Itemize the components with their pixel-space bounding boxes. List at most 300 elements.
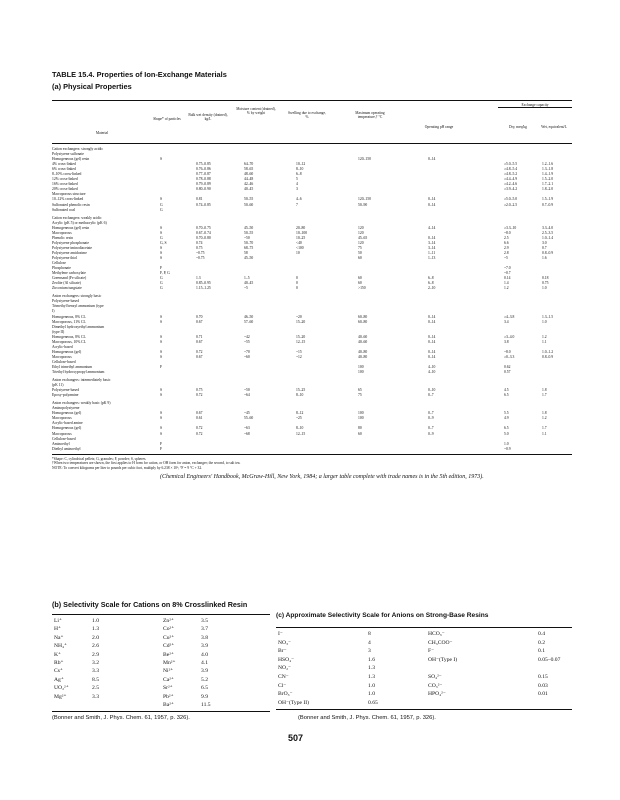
table-cell: Phosphonate [52,266,71,271]
cation-row [161,617,270,625]
table-cell: 1.7 [542,426,547,431]
table-cell: ~8.0 [504,349,511,354]
cation-row [52,693,161,701]
table-cell: 1–11 [428,250,436,255]
selectivity-value: 1.0 [368,691,375,698]
table-cell: 50–90 [358,202,368,207]
table-cell: S [160,431,163,436]
table-cell: ~5 [244,286,248,291]
table-cell: S [160,349,163,354]
ion-label: Ni²⁺ [163,668,174,675]
table-cell: 4–14 [428,225,436,230]
cation-row [52,617,161,625]
table-cell: ≥4.8–5.4 [504,167,518,172]
table-cell: 0–9 [428,416,434,421]
anion-row [276,656,572,665]
table-row [52,370,572,375]
table-cell: 0–14 [428,314,436,319]
ion-label: Mn²⁺ [163,659,176,666]
table-cell: Macroporous [52,431,72,436]
source-citation-b: (Bonner and Smith, J. Phys. Chem. 61, 1957, p. 326). [52,715,190,721]
table-cell: 10–12 [296,162,306,167]
table-cell: 57–60 [244,319,254,324]
table-cell: 0.78–0.88 [196,177,211,182]
table-cell: G [160,276,163,281]
cation-row [161,701,270,709]
table-cell: ≥3.3–10 [504,225,517,230]
table-cell: S [160,339,163,344]
table-cell: 0–14 [428,157,436,162]
table-cell: 120 [358,230,364,235]
table-cell: 0–7 [428,411,434,416]
table-cell: 0.61 [196,416,203,421]
table-cell: ~45 [244,411,250,416]
table-cell: ≥3–4.0 [504,334,515,339]
table-cell: 1.3 [196,276,201,281]
table-cell: 100 [358,416,364,421]
selectivity-value: 0.03 [538,682,548,689]
table-cell: Macroporous, 11% CL [52,319,86,324]
selectivity-value: 5.2 [201,676,208,683]
table-cell: ≥4.4–4.9 [504,177,518,182]
table-cell: 1.2 [504,286,509,291]
cation-row [52,676,161,684]
ion-label: Rb⁺ [54,659,64,666]
table-cell: 75 [358,393,362,398]
table-cell: S [160,354,163,359]
table-cell: 50–60 [244,202,254,207]
table-cell: G [160,207,163,212]
table-cell: 46–50 [244,314,254,319]
table-cell: S [160,334,163,339]
section-b-title: (b) Selectivity Scale for Cations on 8% Crosslinked Resin [52,600,248,609]
ion-label: Co²⁺ [163,626,175,633]
table-cell: 1.0–1.2 [542,349,554,354]
table-cell: 0.57 [504,370,511,375]
table-cell: 10–100 [296,230,308,235]
source-citation-c: (Bonner and Smith, J. Phys. Chem. 61, 1957, p. 326). [298,715,436,721]
table-body [52,144,572,452]
header-wet: Wet, equivalent/L [541,125,567,129]
table-cell: F [160,441,163,446]
table-cell: 1.1 [542,431,547,436]
table-cell: Anion exchangers: intermediately basic [52,378,111,383]
table-cell: S [160,411,163,416]
cation-row [161,634,270,642]
table-cell: 1.0 [542,286,547,291]
table-cell: Cellulose-based [52,359,76,364]
table-cell: Polystyrene phosphonate [52,240,89,245]
table-cell: 3.8 [504,339,509,344]
table-cell: 0.70 [196,314,203,319]
table-cell: 40–45 [244,281,254,286]
table-cell: 0.79–0.89 [196,182,211,187]
table-row [52,286,572,291]
table-cell: 5 [296,177,298,182]
ion-label: Cu²⁺ [163,634,175,641]
table-cell: 1.7 [542,393,547,398]
table-cell: Acrylic (pK 5) or methacrylic (pK 6) [52,220,107,225]
table-cell: 0.81 [196,197,203,202]
table-cell: 0.72 [196,393,203,398]
table-cell: 60 [358,281,362,286]
selectivity-value: 4.0 [201,651,208,658]
table-cell: G [160,235,163,240]
header-shape: Shape* of particles [153,117,181,121]
table-cell: S [160,197,163,202]
table-cell: ~15 [296,349,302,354]
selectivity-value: 1.3 [368,665,375,672]
table-cell: 16% cross-linked [52,182,78,187]
table-cell: ~20 [296,314,302,319]
table-cell: ~12 [296,354,302,359]
table-cell: G [160,202,163,207]
table-cell: 15–25 [296,388,306,393]
table-cell: Polystyrene sulfonate [52,152,84,157]
table-cell: 64–70 [244,162,254,167]
table-cell: 1.8 [542,388,547,393]
header-temperature: Maximum operating temperature,† °C [355,111,385,120]
table-cell: 80 [358,426,362,431]
table-cell: 0 [296,281,298,286]
table-cell: S [160,319,163,324]
table-cell: Polystyrene-based [52,388,80,393]
table-cell: 5.5 [504,411,509,416]
selectivity-value: 0.01 [538,691,548,698]
table-cell: ~0.75 [196,250,205,255]
cation-selectivity-table [52,614,270,712]
footnotes [52,457,572,470]
ion-label: Ca²⁺ [163,676,174,683]
table-cell: F, P, G [160,271,170,276]
header-density: Bulk wet density (drained), kg/L [188,113,228,122]
table-cell: 0.75 [196,245,203,250]
table-cell: ~68 [244,431,250,436]
table-cell: F [160,446,163,451]
table-cell: 2.5–3.5 [542,230,554,235]
table-cell: >150 [358,286,366,291]
table-cell: 3.0 [542,240,547,245]
table-cell: Sulfonated phenolic resin [52,202,90,207]
table-cell: Anion exchangers: weakly basic (pK 9) [52,401,111,406]
table-cell: 75 [358,245,362,250]
table-cell: 0.67–0.74 [196,230,211,235]
cation-column-2 [161,617,270,709]
table-subtitle: (a) Physical Properties [52,82,132,91]
selectivity-value: 0.4 [538,631,545,637]
table-cell: 1.5–2.0 [542,177,554,182]
table-cell: S [160,245,163,250]
table-cell: ≥3.9–4.2 [504,187,518,192]
table-cell: 50–70 [244,240,254,245]
table-cell: 1.0–1.4 [542,235,554,240]
table-cell: 4–10 [428,364,436,369]
table-cell: 4–10 [428,370,436,375]
table-cell: 48–60 [244,172,254,177]
table-cell: I) [52,309,55,314]
table-cell: 6–8 [428,281,434,286]
selectivity-value: 3.9 [201,643,208,650]
table-cell: S [160,230,163,235]
table-cell: Sulfonated coal [52,207,76,212]
table-cell: 1.4 [504,281,509,286]
table-cell: 50 [358,250,362,255]
table-cell: Diethyl aminoethyl [52,446,81,451]
table-cell: 4.5 [504,388,509,393]
table-cell: 50–55 [244,197,254,202]
table-cell: 100 [358,370,364,375]
selectivity-value: 3.7 [201,626,208,633]
ion-label: F⁻ [428,648,435,655]
table-cell: 58–65 [244,167,254,172]
footnote: NOTE: To convert kilograms per liter to pounds per cubic foot, multiply by 6.238 × 10¹; °F = 9 °C + 32. [52,465,203,470]
table-cell: Homogeneous (gel) [52,349,82,354]
selectivity-value: 3.8 [201,634,208,641]
table-cell: Triethyl hydroxypropyl ammonium [52,370,105,375]
footnote: *Shape: C, cylindrical pellets; G, granules; F, powder; S, spheres. [52,457,147,461]
ion-label: SO₄²⁻ [428,673,442,680]
header-dry: Dry, meq/kg [509,125,527,129]
table-cell: 1.3–1.8 [542,167,554,172]
selectivity-value: 3.2 [92,659,99,666]
table-cell: (pK 11) [52,383,64,388]
table-cell: 0–7 [428,393,434,398]
cation-row [161,676,270,684]
table-cell: 4 [296,182,298,187]
table-cell: 120 [358,225,364,230]
anion-row [276,690,572,699]
anion-row [276,647,572,656]
table-cell: 0.72 [196,426,203,431]
table-cell: Polystyrene amidoxime [52,250,87,255]
selectivity-value: 1.3 [368,673,375,680]
selectivity-value: 8.5 [92,676,99,683]
table-cell: Methylene carboxylate [52,271,86,276]
table-cell: Anion exchangers: strongly basic [52,294,102,299]
ion-label: Zn²⁺ [163,618,174,624]
table-cell: Aminopolystyrene [52,406,80,411]
table-cell: 0.85–0.95 [196,281,211,286]
table-cell: 44–48 [244,177,254,182]
table-cell: 6.5 [504,426,509,431]
table-cell: 3 [296,187,298,192]
table-cell: 0.62 [504,364,511,369]
header-moisture: Moisture content (drained), % by weight [236,107,276,116]
cation-row [52,651,161,659]
table-cell: S [160,255,163,260]
table-cell: 0 [296,276,298,281]
table-cell: 0.75–0.85 [196,162,211,167]
table-row [52,393,572,398]
ion-label: UO₂²⁺ [54,685,69,692]
cation-row [161,651,270,659]
table-cell: 1–5 [244,276,250,281]
table-cell: Acrylic-based amine [52,421,83,426]
table-cell: 15–20 [296,334,306,339]
table-cell: 0–14 [428,197,436,202]
table-cell: ≥4–3.8 [504,314,515,319]
cation-row [161,693,270,701]
selectivity-value: 2.5 [92,685,99,692]
table-header [52,101,572,143]
table-cell: 2.5 [504,235,509,240]
table-cell: 55–60 [244,416,254,421]
table-cell: 1.2 [542,334,547,339]
table-cell: 0.7–0.9 [542,202,554,207]
table-cell: 6.5 [504,393,509,398]
table-cell: 0.18 [542,276,549,281]
table-cell: Dimethyl hydroxyethyl ammonium [52,324,105,329]
table-cell: ≥5.0–5.0 [504,197,518,202]
table-cell: Epoxy-polyamine [52,393,79,398]
table-cell: Polystyrene thiol [52,255,78,260]
cation-row [52,634,161,642]
table-cell: Macroporous [52,354,72,359]
table-cell: 0.67 [196,354,203,359]
table-cell: 3.4 [504,319,509,324]
selectivity-value: 1.3 [92,626,99,633]
selectivity-value: 3.5 [201,618,208,624]
table-cell: G [160,286,163,291]
selectivity-value: 4.1 [201,659,208,666]
table-cell: 1.6 [542,255,547,260]
table-cell: Acrylic-based [52,344,73,349]
table-cell: 1.8–2.0 [542,187,554,192]
table-cell: 0.80–0.90 [196,187,211,192]
table-cell: Homogeneous (gel) resin [52,157,90,162]
ion-label: Mg²⁺ [54,693,67,700]
table-cell: Polystyrene-based [52,299,80,304]
table-cell: 0.71 [196,334,203,339]
table-cell: 40–60 [358,334,368,339]
header-swelling: Swelling due to exchange, % [288,111,326,120]
table-cell: 65 [358,388,362,393]
table-cell: 0–14 [428,334,436,339]
source-citation-a: (Chemical Engineers' Handbook, McGraw-Hill, New York, 1984; a larger table complete with trade names is in the 5th edition, 1973). [160,474,484,480]
table-cell: ~5 [504,255,508,260]
cation-row [52,684,161,692]
ion-label: Ag⁺ [54,676,64,683]
anion-row [276,664,572,673]
anion-row [276,682,572,691]
table-cell: 2.8 [504,250,509,255]
table-cell: 0.70–0.80 [196,235,211,240]
table-cell: 0–7 [428,426,434,431]
table-cell: G [160,281,163,286]
selectivity-value: 4 [368,639,371,646]
ion-label: I⁻ [278,631,283,637]
table-cell: 2.9 [504,245,509,250]
table-cell: 60 [358,431,362,436]
table-cell: Homogeneous, 8% CL [52,314,86,319]
table-cell: Macroporous [52,230,72,235]
table-cell: 4% cross-linked [52,162,76,167]
table-cell: 40–80 [358,354,368,359]
table-cell: ~0.9 [504,446,511,451]
table-cell: 6.6 [504,240,509,245]
ion-label: HSO₄⁻ [278,656,295,663]
table-cell: 3–14 [428,245,436,250]
cation-row [161,659,270,667]
table-cell: ~55 [244,339,250,344]
table-cell: Polystyrene iminodiacetate [52,245,93,250]
ion-label: NO₂⁻ [278,665,291,672]
table-cell: Homogeneous (gel) [52,411,82,416]
table-cell: Macroporous structure [52,192,86,197]
header-ph: Operating pH range [424,125,454,129]
table-cell: ≥2.0–2.5 [504,202,518,207]
table-cell: 12–15 [296,431,306,436]
table-cell: 10–12% cross-linked [52,197,84,202]
table-cell: 45–50 [244,255,254,260]
table-cell: 1–13 [428,255,436,260]
ion-label: Cd²⁺ [163,643,175,650]
table-cell: Homogeneous (gel) resin [52,225,90,230]
ion-label: Ba²⁺ [163,701,174,708]
table-cell: Phenolic resin [52,235,73,240]
selectivity-value: 11.5 [201,701,211,708]
table-cell: ~0.7 [504,271,511,276]
cation-row [52,625,161,633]
selectivity-value: 3.9 [201,668,208,675]
table-cell: 12% cross-linked [52,177,78,182]
selectivity-value: 1.0 [92,618,99,624]
table-cell: 60 [358,276,362,281]
table-cell: ~25 [296,416,302,421]
table-cell: S [160,314,163,319]
table-cell: S [160,426,163,431]
selectivity-value: 3.3 [92,668,99,675]
anion-row [276,699,572,708]
physical-properties-table [52,100,572,455]
table-cell: ~63 [244,426,250,431]
table-cell: ~64 [244,393,250,398]
table-cell: 10–25 [296,235,306,240]
table-cell: F [160,266,163,271]
table-cell: Aminoethyl [52,441,70,446]
table-cell: 6% cross-linked [52,167,76,172]
ion-label: CO₃²⁻ [428,682,443,689]
table-cell: ~60 [244,354,250,359]
table-cell: 0.14 [504,276,511,281]
ion-label: OH⁻(Type II) [278,699,309,706]
table-cell: 6–8 [296,172,302,177]
table-cell: 1.1 [542,339,547,344]
table-cell: ~70 [244,349,250,354]
table-cell: 42–46 [244,182,254,187]
selectivity-value: 8 [368,631,371,637]
anion-row [276,639,572,648]
ion-label: NH₄⁺ [54,643,67,650]
table-cell: 40–45 [244,187,254,192]
table-cell: 0.75 [542,281,549,286]
table-cell: Homogeneous, 8% CL [52,334,86,339]
ion-label: CN⁻ [278,673,289,680]
table-cell: Macroporous [52,416,72,421]
table-cell: Greensand (Fe silicate) [52,276,87,281]
table-cell: 0.8–0.9 [542,250,554,255]
table-cell: 0.77–0.87 [196,172,211,177]
selectivity-value: 2.0 [92,634,99,641]
table-cell: 8–10% cross-linked [52,172,82,177]
table-cell: 20% cross-linked [52,187,78,192]
header-exchange-capacity: Exchange capacity [498,103,572,108]
table-cell: 68–75 [244,245,254,250]
table-cell: 6–8 [428,276,434,281]
table-cell: 0.74–0.85 [196,202,211,207]
table-cell: 1.4–1.9 [542,172,554,177]
table-cell: 50–55 [244,230,254,235]
